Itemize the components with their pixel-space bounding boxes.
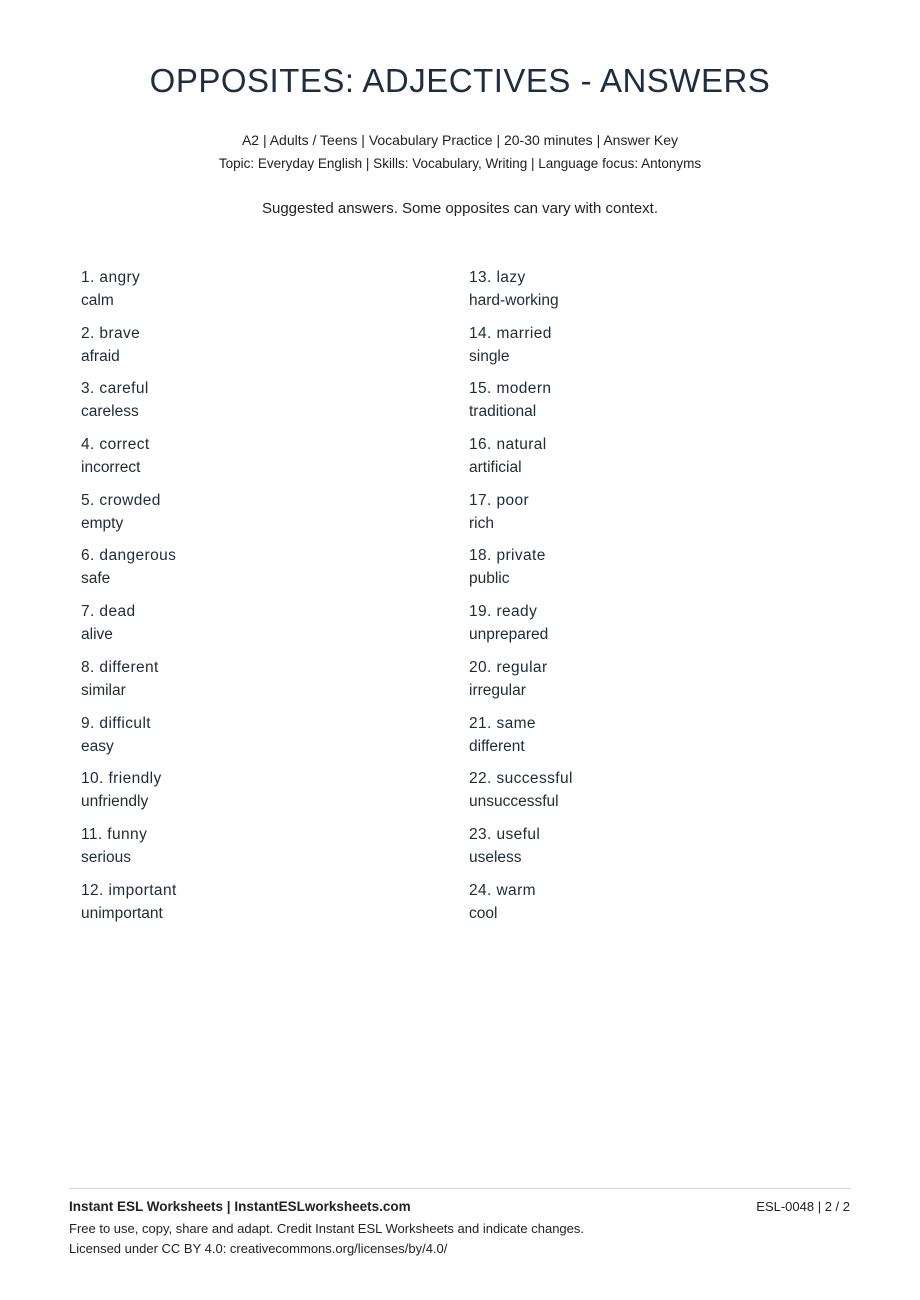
answer-item (81, 769, 461, 825)
meta-line-level: A2 | Adults / Teens | Vocabulary Practice | 20-30 minutes | Answer Key (241, 132, 679, 148)
answers-column-left (81, 268, 461, 936)
adjective-word: 12. important (81, 881, 177, 899)
answer-item (469, 324, 849, 380)
answers-note: Suggested answers. Some opposites can vary with context. (261, 200, 659, 217)
answer-item (81, 658, 461, 714)
answer-item (81, 491, 461, 547)
opposite-answer: unfriendly (81, 793, 149, 811)
answer-item (81, 714, 461, 770)
adjective-word: 20. regular (469, 658, 548, 676)
answers-column-right (469, 268, 849, 936)
footer-brand: Instant ESL Worksheets | InstantESLworksheets.com (69, 1199, 411, 1214)
footer-license-line-1: Free to use, copy, share and adapt. Credit Instant ESL Worksheets and indicate changes. (69, 1221, 585, 1236)
footer-divider (69, 1188, 851, 1189)
opposite-answer: different (469, 737, 525, 755)
opposite-answer: unimportant (81, 904, 163, 922)
opposite-answer: unsuccessful (469, 793, 559, 811)
opposite-answer: irregular (469, 681, 526, 699)
answer-item (469, 268, 849, 324)
adjective-word: 10. friendly (81, 770, 162, 788)
opposite-answer: unprepared (469, 626, 549, 644)
adjective-word: 6. dangerous (81, 547, 177, 565)
adjective-word: 14. married (469, 324, 552, 342)
opposite-answer: careless (81, 403, 139, 421)
adjective-word: 4. correct (81, 436, 150, 454)
adjective-word: 19. ready (469, 603, 538, 621)
adjective-word: 9. difficult (81, 714, 151, 732)
answer-item (81, 324, 461, 380)
answer-item (81, 268, 461, 324)
answer-item (469, 769, 849, 825)
answer-item (81, 825, 461, 881)
adjective-word: 5. crowded (81, 491, 161, 509)
adjective-word: 24. warm (469, 881, 536, 899)
answer-item (469, 658, 849, 714)
adjective-word: 21. same (469, 714, 536, 732)
adjective-word: 18. private (469, 547, 546, 565)
answer-item (81, 379, 461, 435)
answer-item (469, 881, 849, 937)
opposite-answer: similar (81, 681, 126, 699)
adjective-word: 17. poor (469, 491, 530, 509)
opposite-answer: single (469, 347, 510, 365)
answer-item (469, 546, 849, 602)
opposite-answer: serious (81, 848, 131, 866)
opposite-answer: useless (469, 848, 522, 866)
answer-item (81, 435, 461, 491)
answer-item (81, 546, 461, 602)
adjective-word: 2. brave (81, 324, 141, 342)
answer-item (469, 379, 849, 435)
adjective-word: 23. useful (469, 825, 541, 843)
opposite-answer: calm (81, 292, 114, 309)
opposite-answer: empty (81, 514, 124, 532)
answer-item (81, 602, 461, 658)
adjective-word: 8. different (81, 658, 159, 676)
opposite-answer: traditional (469, 403, 537, 421)
adjective-word: 22. successful (469, 770, 573, 788)
adjective-word: 1. angry (81, 269, 141, 286)
opposite-answer: rich (469, 514, 494, 532)
answer-item (469, 825, 849, 881)
opposite-answer: cool (469, 904, 498, 922)
adjective-word: 15. modern (469, 380, 552, 398)
opposite-answer: hard-working (469, 292, 559, 309)
opposite-answer: artificial (469, 459, 522, 477)
adjective-word: 7. dead (81, 603, 136, 621)
meta-line-topic: Topic: Everyday English | Skills: Vocabulary, Writing | Language focus: Antonyms (218, 156, 702, 171)
footer-page-code: ESL-0048 | 2 / 2 (756, 1199, 850, 1214)
opposite-answer: easy (81, 737, 114, 755)
opposite-answer: afraid (81, 347, 120, 365)
answer-item (469, 602, 849, 658)
answer-item (469, 491, 849, 547)
opposite-answer: incorrect (81, 459, 141, 477)
adjective-word: 16. natural (469, 436, 547, 454)
opposite-answer: public (469, 570, 510, 588)
answer-item (81, 881, 461, 937)
footer-license-line-2: Licensed under CC BY 4.0: creativecommons.org/licenses/by/4.0/ (69, 1241, 448, 1256)
adjective-word: 13. lazy (469, 269, 526, 286)
page-title: OPPOSITES: ADJECTIVES - ANSWERS (149, 62, 771, 99)
opposite-answer: safe (81, 570, 111, 588)
adjective-word: 3. careful (81, 380, 149, 398)
opposite-answer: alive (81, 626, 113, 644)
adjective-word: 11. funny (81, 825, 148, 843)
answer-item (469, 435, 849, 491)
answer-item (469, 714, 849, 770)
